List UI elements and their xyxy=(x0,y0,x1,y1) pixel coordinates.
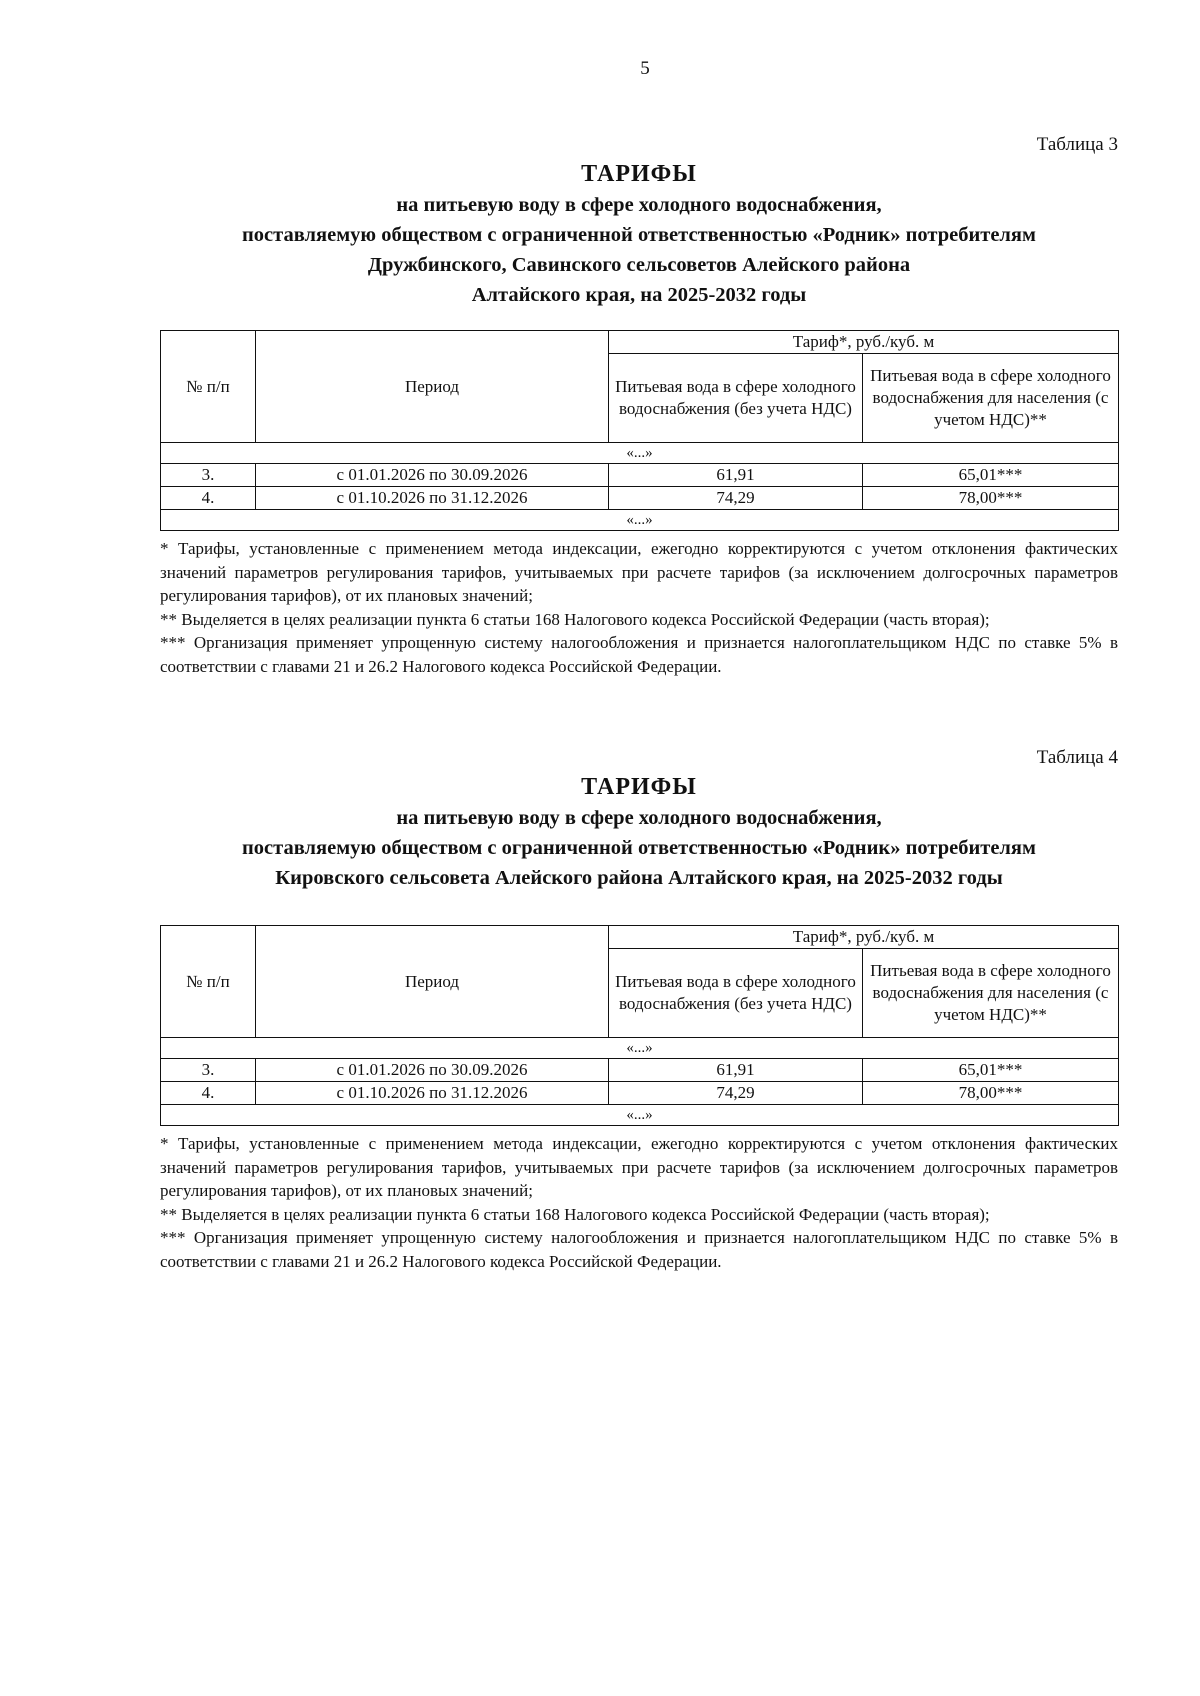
footnote-indexation: * Тарифы, установленные с применением метода индексации, ежегодно корректируются с учетом отклонения фактических значений параметров регулирования тарифов, учитываемых при расчете тарифов (за исключением долгосрочных параметров регулирования тарифов), от их плановых значений; xyxy=(160,1134,1118,1200)
table-subtitle-line: Дружбинского, Савинского сельсоветов Алейского района xyxy=(367,254,911,276)
cell-period: с 01.01.2026 по 30.09.2026 xyxy=(256,464,609,487)
cell-value-with-vat: 78,00*** xyxy=(863,487,1119,510)
table-row xyxy=(161,1059,1119,1082)
ellipsis-row: «...» xyxy=(161,1105,1119,1126)
footnote-vat-allocation: ** Выделяется в целях реализации пункта 6 статьи 168 Налогового кодекса Российской Федерации (часть вторая); xyxy=(160,1204,990,1224)
footnotes xyxy=(160,537,1118,678)
table-title: ТАРИФЫ xyxy=(581,774,697,800)
header-num: № п/п xyxy=(161,331,256,443)
cell-period: с 01.01.2026 по 30.09.2026 xyxy=(256,1059,609,1082)
cell-value-with-vat: 65,01*** xyxy=(863,464,1119,487)
footnote-vat-allocation: ** Выделяется в целях реализации пункта 6 статьи 168 Налогового кодекса Российской Федерации (часть вторая); xyxy=(160,609,990,629)
table-title: ТАРИФЫ xyxy=(581,161,697,187)
ellipsis-row: «...» xyxy=(161,510,1119,531)
header-col-population-with-vat: Питьевая вода в сфере холодного водоснабжения для населения (с учетом НДС)** xyxy=(863,354,1119,443)
footnote-simplified-tax: *** Организация применяет упрощенную систему налогообложения и признается налогоплательщиком НДС по ставке 5% в соответствии с главами 21 и 26.2 Налогового кодекса Российской Федерации. xyxy=(160,633,1118,676)
table-subtitle-line: поставляемую обществом с ограниченной ответственностью «Родник» потребителям xyxy=(241,837,1036,859)
footnote-simplified-tax: *** Организация применяет упрощенную систему налогообложения и признается налогоплательщиком НДС по ставке 5% в соответствии с главами 21 и 26.2 Налогового кодекса Российской Федерации. xyxy=(160,1228,1118,1271)
footnote-indexation: * Тарифы, установленные с применением метода индексации, ежегодно корректируются с учетом отклонения фактических значений параметров регулирования тарифов, учитываемых при расчете тарифов (за исключением долгосрочных параметров регулирования тарифов), от их плановых значений; xyxy=(160,539,1118,605)
table-row xyxy=(161,1082,1119,1105)
cell-period: с 01.10.2026 по 31.12.2026 xyxy=(256,487,609,510)
cell-period: с 01.10.2026 по 31.12.2026 xyxy=(256,1082,609,1105)
cell-num: 4. xyxy=(161,1082,256,1105)
ellipsis-row: «...» xyxy=(161,1038,1119,1059)
header-col-without-vat: Питьевая вода в сфере холодного водоснабжения (без учета НДС) xyxy=(609,354,863,443)
footnotes xyxy=(160,1132,1118,1273)
table-subtitle-line: на питьевую воду в сфере холодного водоснабжения, xyxy=(396,194,882,216)
table-row xyxy=(161,464,1119,487)
table-subtitle-line: на питьевую воду в сфере холодного водоснабжения, xyxy=(396,807,882,829)
cell-value-without-vat: 61,91 xyxy=(609,464,863,487)
header-tariff: Тариф*, руб./куб. м xyxy=(609,926,1119,949)
header-num: № п/п xyxy=(161,926,256,1038)
cell-num: 3. xyxy=(161,1059,256,1082)
table-row xyxy=(161,487,1119,510)
cell-value-with-vat: 65,01*** xyxy=(863,1059,1119,1082)
header-col-without-vat: Питьевая вода в сфере холодного водоснабжения (без учета НДС) xyxy=(609,949,863,1038)
page-number: 5 xyxy=(640,58,650,79)
table-label: Таблица 3 xyxy=(1036,134,1118,155)
table-label: Таблица 4 xyxy=(1036,747,1118,768)
ellipsis-row: «...» xyxy=(161,443,1119,464)
cell-num: 4. xyxy=(161,487,256,510)
table-subtitle-line: Алтайского края, на 2025-2032 годы xyxy=(471,284,807,306)
header-period: Период xyxy=(256,331,609,443)
cell-value-without-vat: 74,29 xyxy=(609,487,863,510)
cell-value-with-vat: 78,00*** xyxy=(863,1082,1119,1105)
tariff-section-table-3 xyxy=(160,132,1118,678)
header-period: Период xyxy=(256,926,609,1038)
header-col-population-with-vat: Питьевая вода в сфере холодного водоснабжения для населения (с учетом НДС)** xyxy=(863,949,1119,1038)
tariff-table xyxy=(160,925,1119,1126)
cell-value-without-vat: 61,91 xyxy=(609,1059,863,1082)
tariff-section-table-4 xyxy=(160,745,1118,1273)
cell-value-without-vat: 74,29 xyxy=(609,1082,863,1105)
header-tariff: Тариф*, руб./куб. м xyxy=(609,331,1119,354)
cell-num: 3. xyxy=(161,464,256,487)
table-subtitle-line: поставляемую обществом с ограниченной ответственностью «Родник» потребителям xyxy=(241,224,1036,246)
tariff-table xyxy=(160,330,1119,531)
table-subtitle-line: Кировского сельсовета Алейского района Алтайского края, на 2025-2032 годы xyxy=(275,867,1003,889)
